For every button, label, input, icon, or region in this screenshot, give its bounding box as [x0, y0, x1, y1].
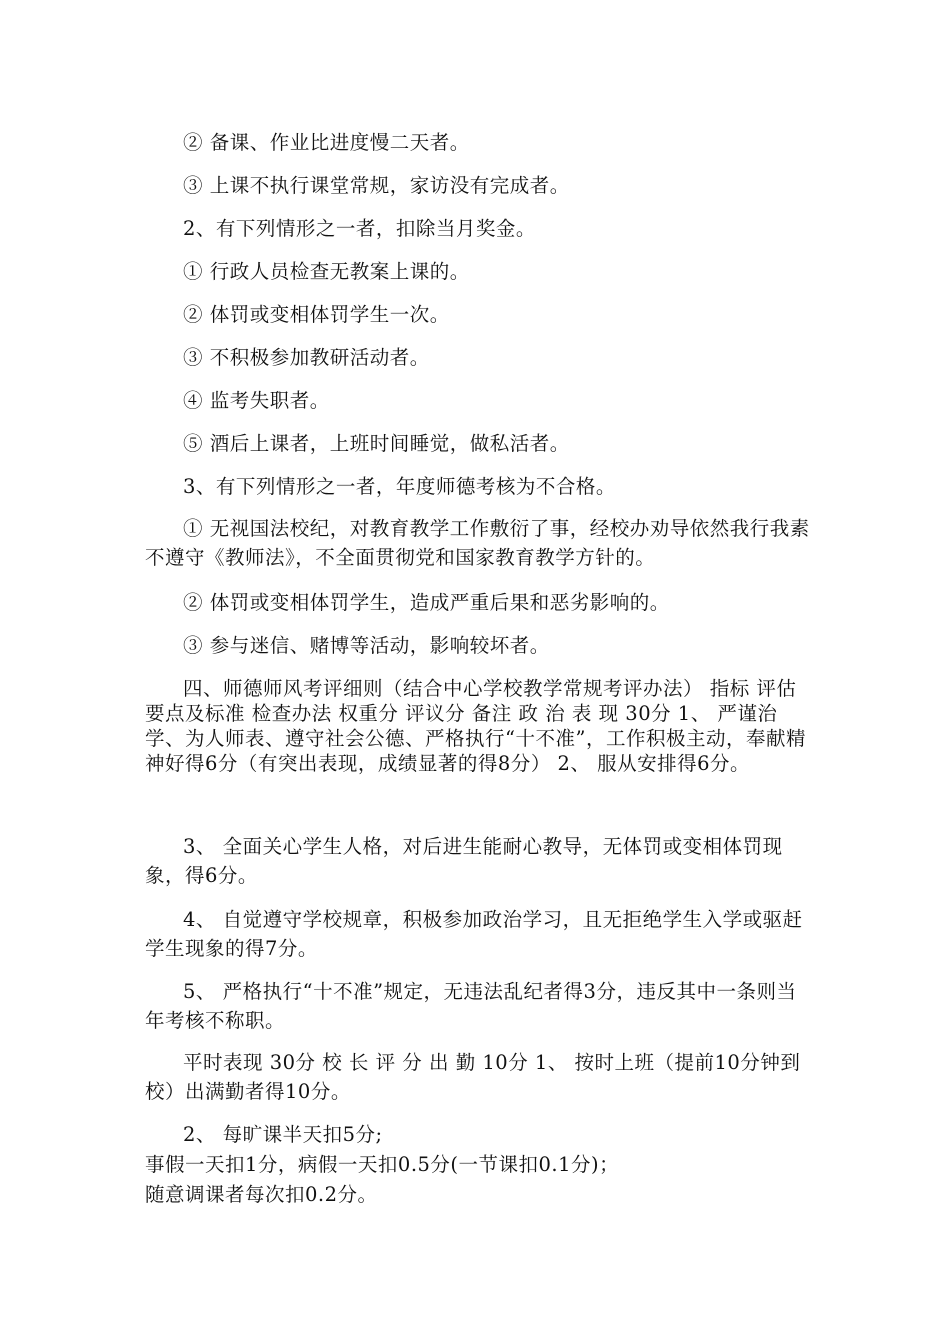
paragraph: 2、 每旷课半天扣5分; [183, 1123, 383, 1146]
paragraph: ⑤ 酒后上课者，上班时间睡觉，做私活者。 [183, 432, 570, 455]
paragraph: ④ 监考失职者。 [183, 389, 330, 412]
paragraph: 5、 严格执行“十不准”规定，无违法乱纪者得3分，违反其中一条则当年考核不称职。 [145, 980, 797, 1032]
paragraph: ③ 参与迷信、赌博等活动，影响较坏者。 [183, 634, 550, 657]
paragraph: 3、有下列情形之一者，年度师德考核为不合格。 [183, 475, 616, 498]
paragraph: ① 无视国法校纪，对教育教学工作敷衍了事，经校办劝导依然我行我素不遵守《教师法》，不全面贯彻党和国家教育教学方针的。 [145, 517, 810, 569]
paragraph: 四、师德师风考评细则（结合中心学校教学常规考评办法） 指标 评估要点及标准 检查办法 权重分 评议分 备注 政 治 表 现 30分 1、 严谨治学、为人师表、遵守社会公德、严格执行“十不准”，工作积极主动，奉献精神好得6分（有突出表现，成绩显著的得8分） 2、 服从安排得6分。 [145, 677, 806, 775]
paragraph: ① 行政人员检查无教案上课的。 [183, 260, 470, 283]
paragraph: 随意调课者每次扣0.2分。 [145, 1183, 378, 1206]
paragraph: ② 体罚或变相体罚学生，造成严重后果和恶劣影响的。 [183, 591, 670, 614]
paragraph: 4、 自觉遵守学校规章，积极参加政治学习，且无拒绝学生入学或驱赶学生现象的得7分。 [145, 908, 803, 960]
paragraph: ② 备课、作业比进度慢二天者。 [183, 131, 470, 154]
paragraph: ③ 不积极参加教研活动者。 [183, 346, 430, 369]
paragraph: 3、 全面关心学生人格，对后进生能耐心教导，无体罚或变相体罚现象，得6分。 [145, 835, 783, 887]
paragraph: ② 体罚或变相体罚学生一次。 [183, 303, 450, 326]
paragraph: 平时表现 30分 校 长 评 分 出 勤 10分 1、 按时上班（提前10分钟到校）出满勤者得10分。 [145, 1051, 801, 1103]
paragraph: 2、有下列情形之一者，扣除当月奖金。 [183, 217, 536, 240]
paragraph: 事假一天扣1分，病假一天扣0.5分(一节课扣0.1分)； [145, 1153, 620, 1176]
paragraph: ③ 上课不执行课堂常规，家访没有完成者。 [183, 174, 570, 197]
